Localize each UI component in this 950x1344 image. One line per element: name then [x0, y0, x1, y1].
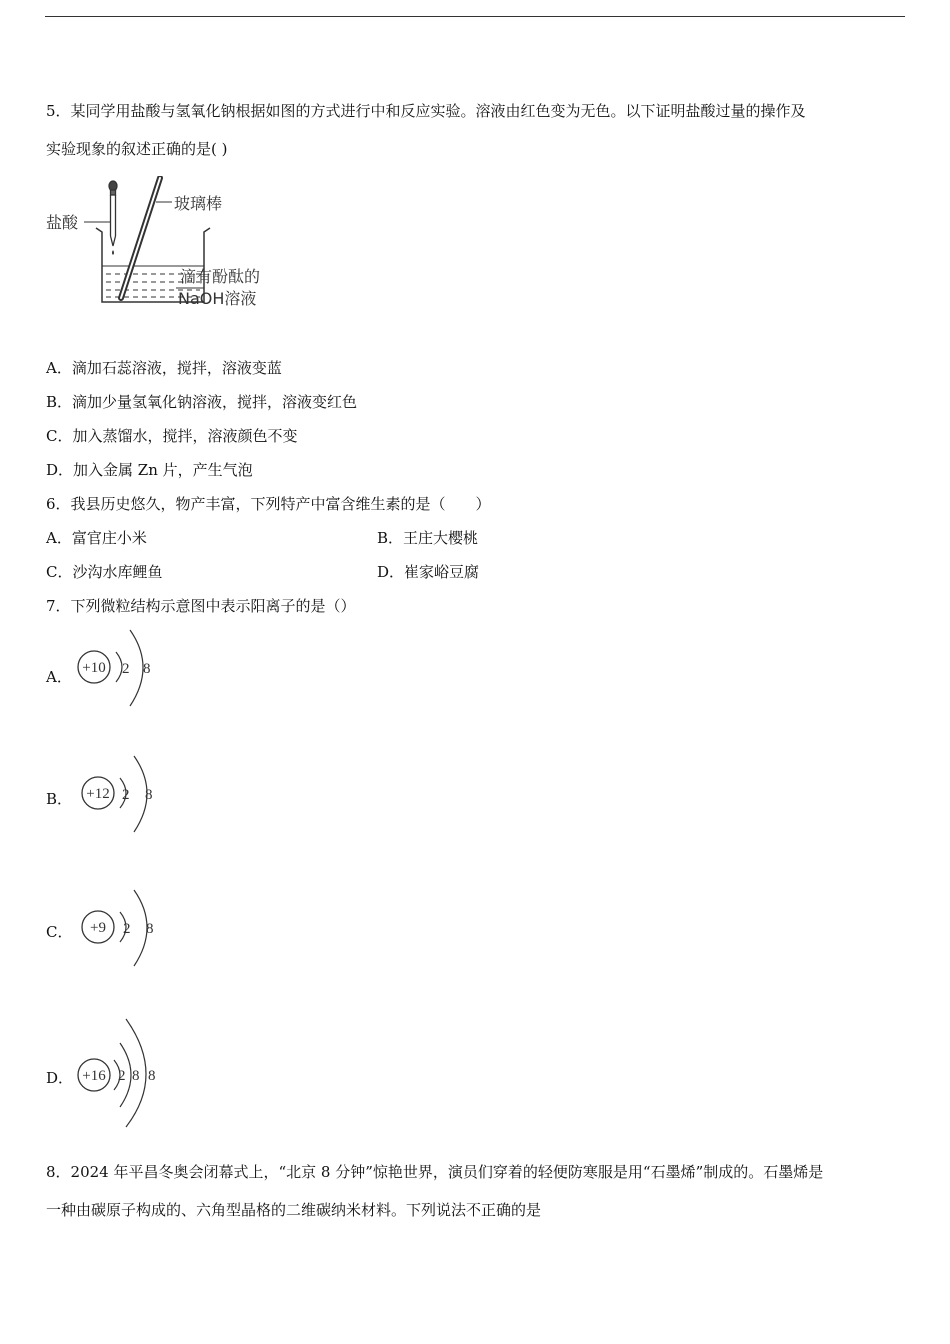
nucleus-charge: +9 — [90, 920, 106, 936]
question-8-stem-line-1: 8．2024 年平昌冬奥会闭幕式上，“北京 8 分钟”惊艳世界，演员们穿着的轻便防寒服是用“石墨烯”制成的。石墨烯是 — [46, 1163, 824, 1181]
question-5 — [46, 92, 906, 168]
shell-2-electrons: 8 — [146, 921, 154, 937]
q5-option-d[interactable]: D．加入金属 Zn 片，产生气泡 — [46, 461, 253, 479]
acid-drop — [112, 250, 114, 255]
shell-2-electrons: 8 — [132, 1068, 140, 1084]
dropper — [109, 181, 117, 246]
q6-option-c[interactable]: C．沙沟水库鲤鱼 — [46, 563, 163, 581]
shell-1-electrons: 2 — [122, 787, 130, 803]
shell-1-electrons: 2 — [123, 921, 131, 937]
glass-rod — [121, 178, 160, 298]
q5-option-b[interactable]: B．滴加少量氢氧化钠溶液，搅拌，溶液变红色 — [46, 393, 358, 411]
q7-option-b-atom-diagram[interactable] — [78, 748, 168, 840]
question-8 — [46, 1153, 906, 1229]
question-6-stem: 6．我县历史悠久，物产丰富，下列特产中富含维生素的是（ ） — [46, 495, 491, 513]
q6-option-d[interactable]: D．崔家峪豆腐 — [377, 563, 480, 581]
label-solution-line-1: 滴有酚酞的 — [180, 267, 261, 286]
label-solution-line-2: NaOH溶液 — [178, 289, 257, 308]
nucleus-charge: +16 — [82, 1068, 106, 1084]
question-8-stem-line-2: 一种由碳原子构成的、六角型晶格的二维碳纳米材料。下列说法不正确的是 — [46, 1201, 542, 1219]
question-5-stem-line-1: 5．某同学用盐酸与氢氧化钠根据如图的方式进行中和反应实验。溶液由红色变为无色。以下证明盐酸过量的操作及 — [46, 102, 806, 120]
shell-2-electrons: 8 — [145, 787, 153, 803]
shell-arc-2 — [130, 630, 143, 706]
q7-option-c-label[interactable]: C． — [46, 923, 73, 941]
question-5-stem-line-2: 实验现象的叙述正确的是( ) — [46, 140, 228, 158]
nucleus-charge: +12 — [86, 786, 110, 802]
q6-option-a[interactable]: A．富官庄小米 — [46, 529, 147, 547]
question-7-stem: 7．下列微粒结构示意图中表示阳离子的是（） — [46, 597, 356, 615]
q5-option-c[interactable]: C．加入蒸馏水，搅拌，溶液颜色不变 — [46, 427, 298, 445]
q7-option-a-atom-diagram[interactable] — [74, 622, 164, 714]
q5-option-a[interactable]: A．滴加石蕊溶液，搅拌，溶液变蓝 — [46, 359, 282, 377]
shell-2-electrons: 8 — [143, 661, 151, 677]
q6-option-b[interactable]: B．王庄大樱桃 — [377, 529, 479, 547]
q7-option-d-atom-diagram[interactable] — [74, 1015, 174, 1133]
shell-1-electrons: 2 — [122, 661, 130, 677]
label-rod: 玻璃棒 — [174, 194, 223, 213]
q7-option-a-label[interactable]: A． — [46, 668, 72, 686]
header-rule — [45, 16, 905, 17]
q7-option-c-atom-diagram[interactable] — [78, 882, 168, 974]
nucleus-charge: +10 — [82, 660, 106, 676]
shell-3-electrons: 8 — [148, 1068, 156, 1084]
q7-option-b-label[interactable]: B． — [46, 790, 73, 808]
beaker-figure — [44, 176, 284, 316]
label-acid: 盐酸 — [46, 213, 79, 232]
q7-option-d-label[interactable]: D． — [46, 1069, 74, 1087]
shell-1-electrons: 2 — [118, 1068, 126, 1084]
